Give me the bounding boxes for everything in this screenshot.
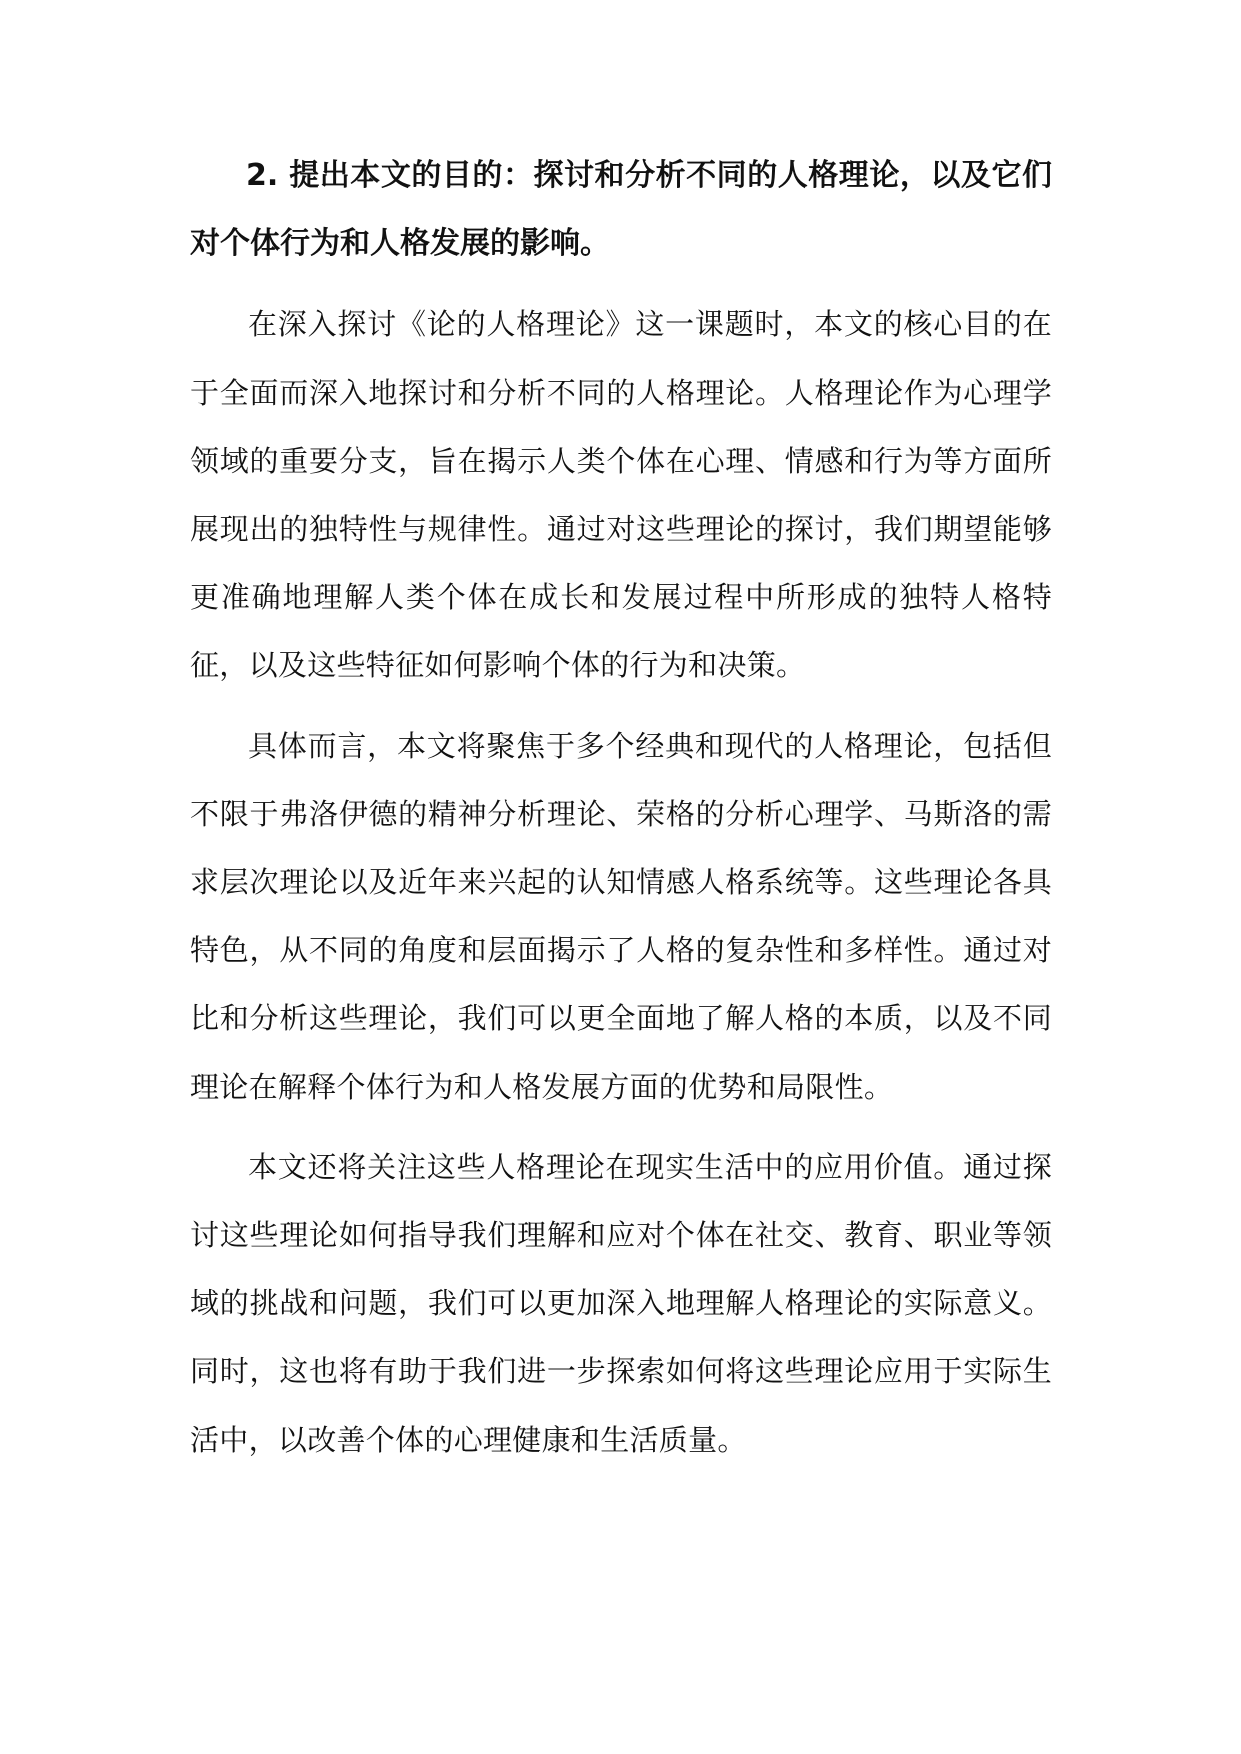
- paragraph-theories: 具体而言，本文将聚焦于多个经典和现代的人格理论，包括但不限于弗洛伊德的精神分析理论、荣格的分析心理学、马斯洛的需求层次理论以及近年来兴起的认知情感人格系统等。这些理论各具特色，从不同的角度和层面揭示了人格的复杂性和多样性。通过对比和分析这些理论，我们可以更全面地了解人格的本质，以及不同理论在解释个体行为和人格发展方面的优势和局限性。: [190, 728, 1052, 1104]
- document-body: [190, 142, 1052, 1486]
- section-heading: 2. 提出本文的目的：探讨和分析不同的人格理论，以及它们对个体行为和人格发展的影响。: [190, 158, 1052, 262]
- paragraph-purpose: 在深入探讨《论的人格理论》这一课题时，本文的核心目的在于全面而深入地探讨和分析不同的人格理论。人格理论作为心理学领域的重要分支，旨在揭示人类个体在心理、情感和行为等方面所展现出的独特性与规律性。通过对这些理论的探讨，我们期望能够更准确地理解人类个体在成长和发展过程中所形成的独特人格特征，以及这些特征如何影响个体的行为和决策。: [190, 307, 1052, 683]
- paragraph-application: 本文还将关注这些人格理论在现实生活中的应用价值。通过探讨这些理论如何指导我们理解和应对个体在社交、教育、职业等领域的挑战和问题，我们可以更加深入地理解人格理论的实际意义。同时，这也将有助于我们进一步探索如何将这些理论应用于实际生活中，以改善个体的心理健康和生活质量。: [190, 1149, 1052, 1457]
